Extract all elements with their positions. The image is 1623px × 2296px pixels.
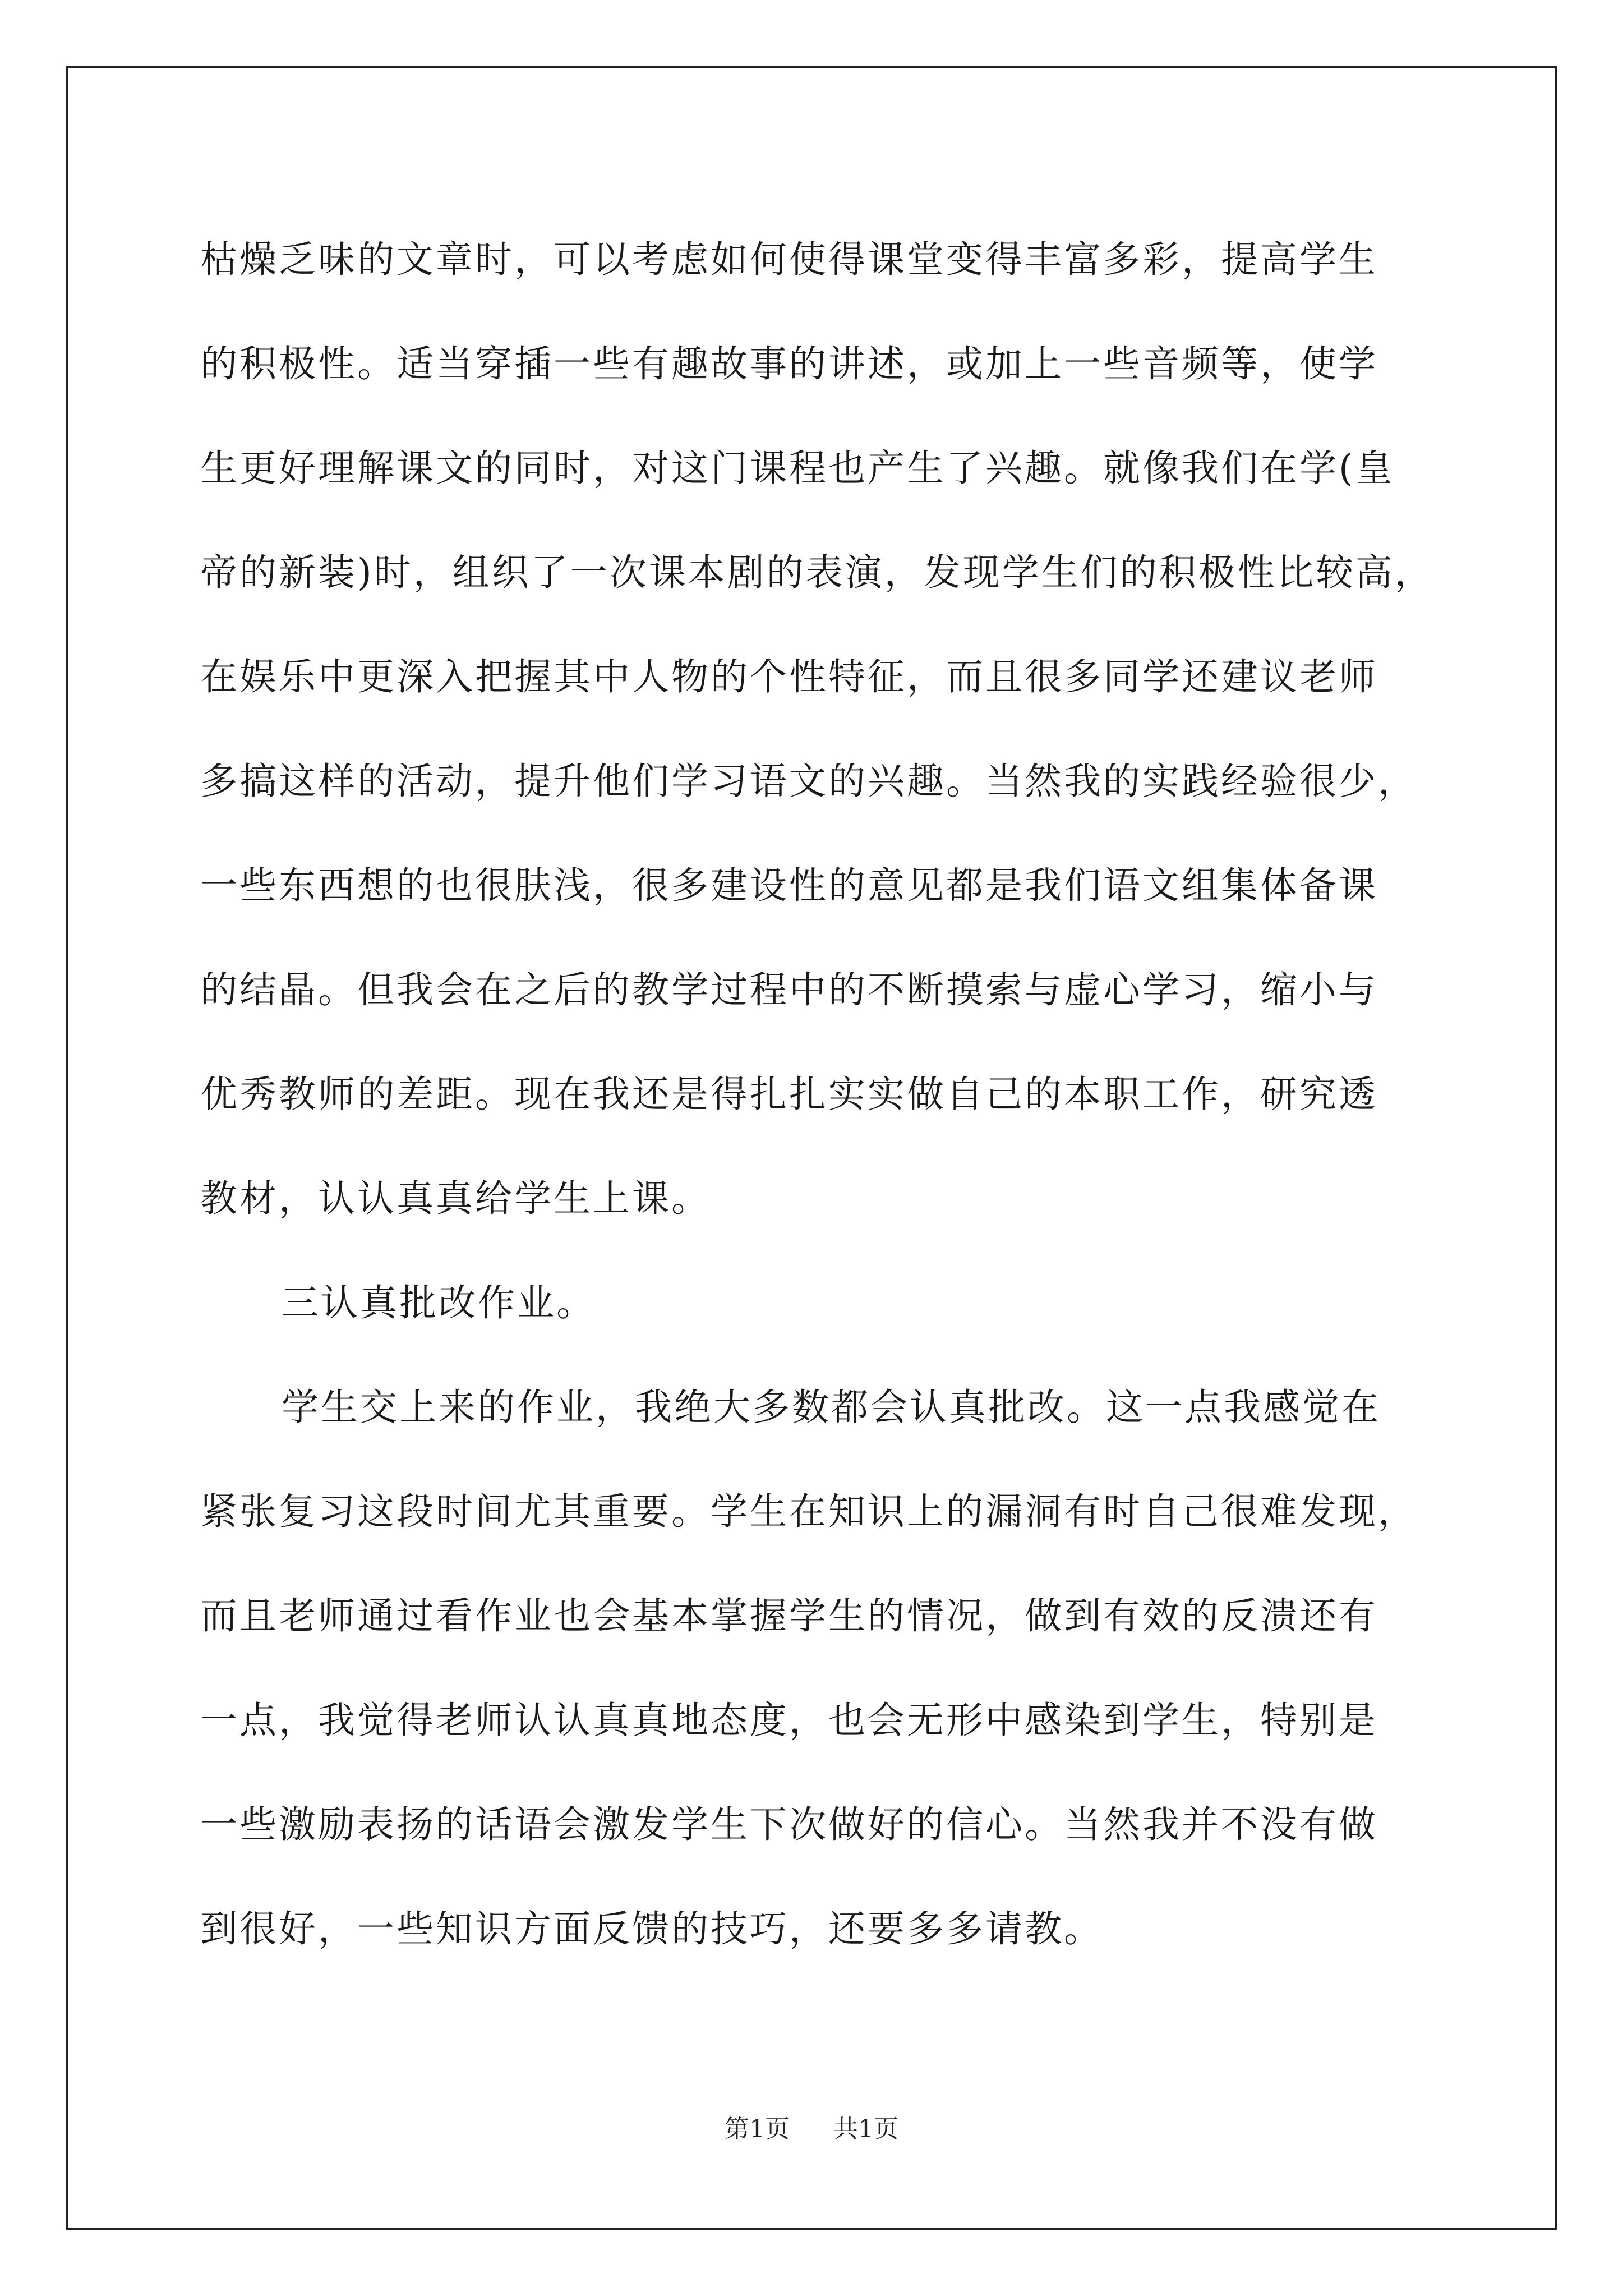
text-line: 的积极性。适当穿插一些有趣故事的讲述，或加上一些音频等，使学 [200, 342, 1378, 385]
page-number-label: 第1页 [725, 2115, 790, 2143]
text-line: 而且老师通过看作业也会基本掌握学生的情况，做到有效的反溃还有 [200, 1594, 1378, 1637]
text-line: 优秀教师的差距。现在我还是得扎扎实实做自己的本职工作，研究透 [200, 1073, 1378, 1116]
text-line: 枯燥乏味的文章时，可以考虑如何使得课堂变得丰富多彩，提高学生 [200, 238, 1378, 281]
text-line: 一些东西想的也很肤浅，很多建设性的意见都是我们语文组集体备课 [200, 864, 1378, 907]
text-line: 一些激励表扬的话语会激发学生下次做好的信心。当然我并不没有做 [200, 1803, 1378, 1846]
text-line: 学生交上来的作业，我绝大多数都会认真批改。这一点我感觉在 [282, 1386, 1381, 1429]
text-line: 紧张复习这段时间尤其重要。学生在知识上的漏洞有时自己很难发现， [200, 1490, 1417, 1533]
text-line: 多搞这样的活动，提升他们学习语文的兴趣。当然我的实践经验很少， [200, 760, 1417, 803]
text-line: 一点，我觉得老师认认真真地态度，也会无形中感染到学生，特别是 [200, 1699, 1378, 1742]
text-line: 三认真批改作业。 [282, 1281, 596, 1324]
text-line: 到很好，一些知识方面反馈的技巧，还要多多请教。 [200, 1907, 1103, 1950]
total-pages-label: 共1页 [833, 2115, 898, 2143]
text-line: 教材，认认真真给学生上课。 [200, 1177, 711, 1220]
text-line: 帝的新装)时，组织了一次课本剧的表演，发现学生们的积极性比较高， [200, 551, 1434, 594]
page-footer [0, 2113, 1623, 2146]
document-body [200, 208, 1434, 1981]
text-line: 在娱乐中更深入把握其中人物的个性特征，而且很多同学还建议老师 [200, 655, 1378, 698]
text-line: 生更好理解课文的同时，对这门课程也产生了兴趣。就像我们在学(皇 [200, 447, 1395, 490]
text-line: 的结晶。但我会在之后的教学过程中的不断摸索与虚心学习，缩小与 [200, 968, 1378, 1011]
